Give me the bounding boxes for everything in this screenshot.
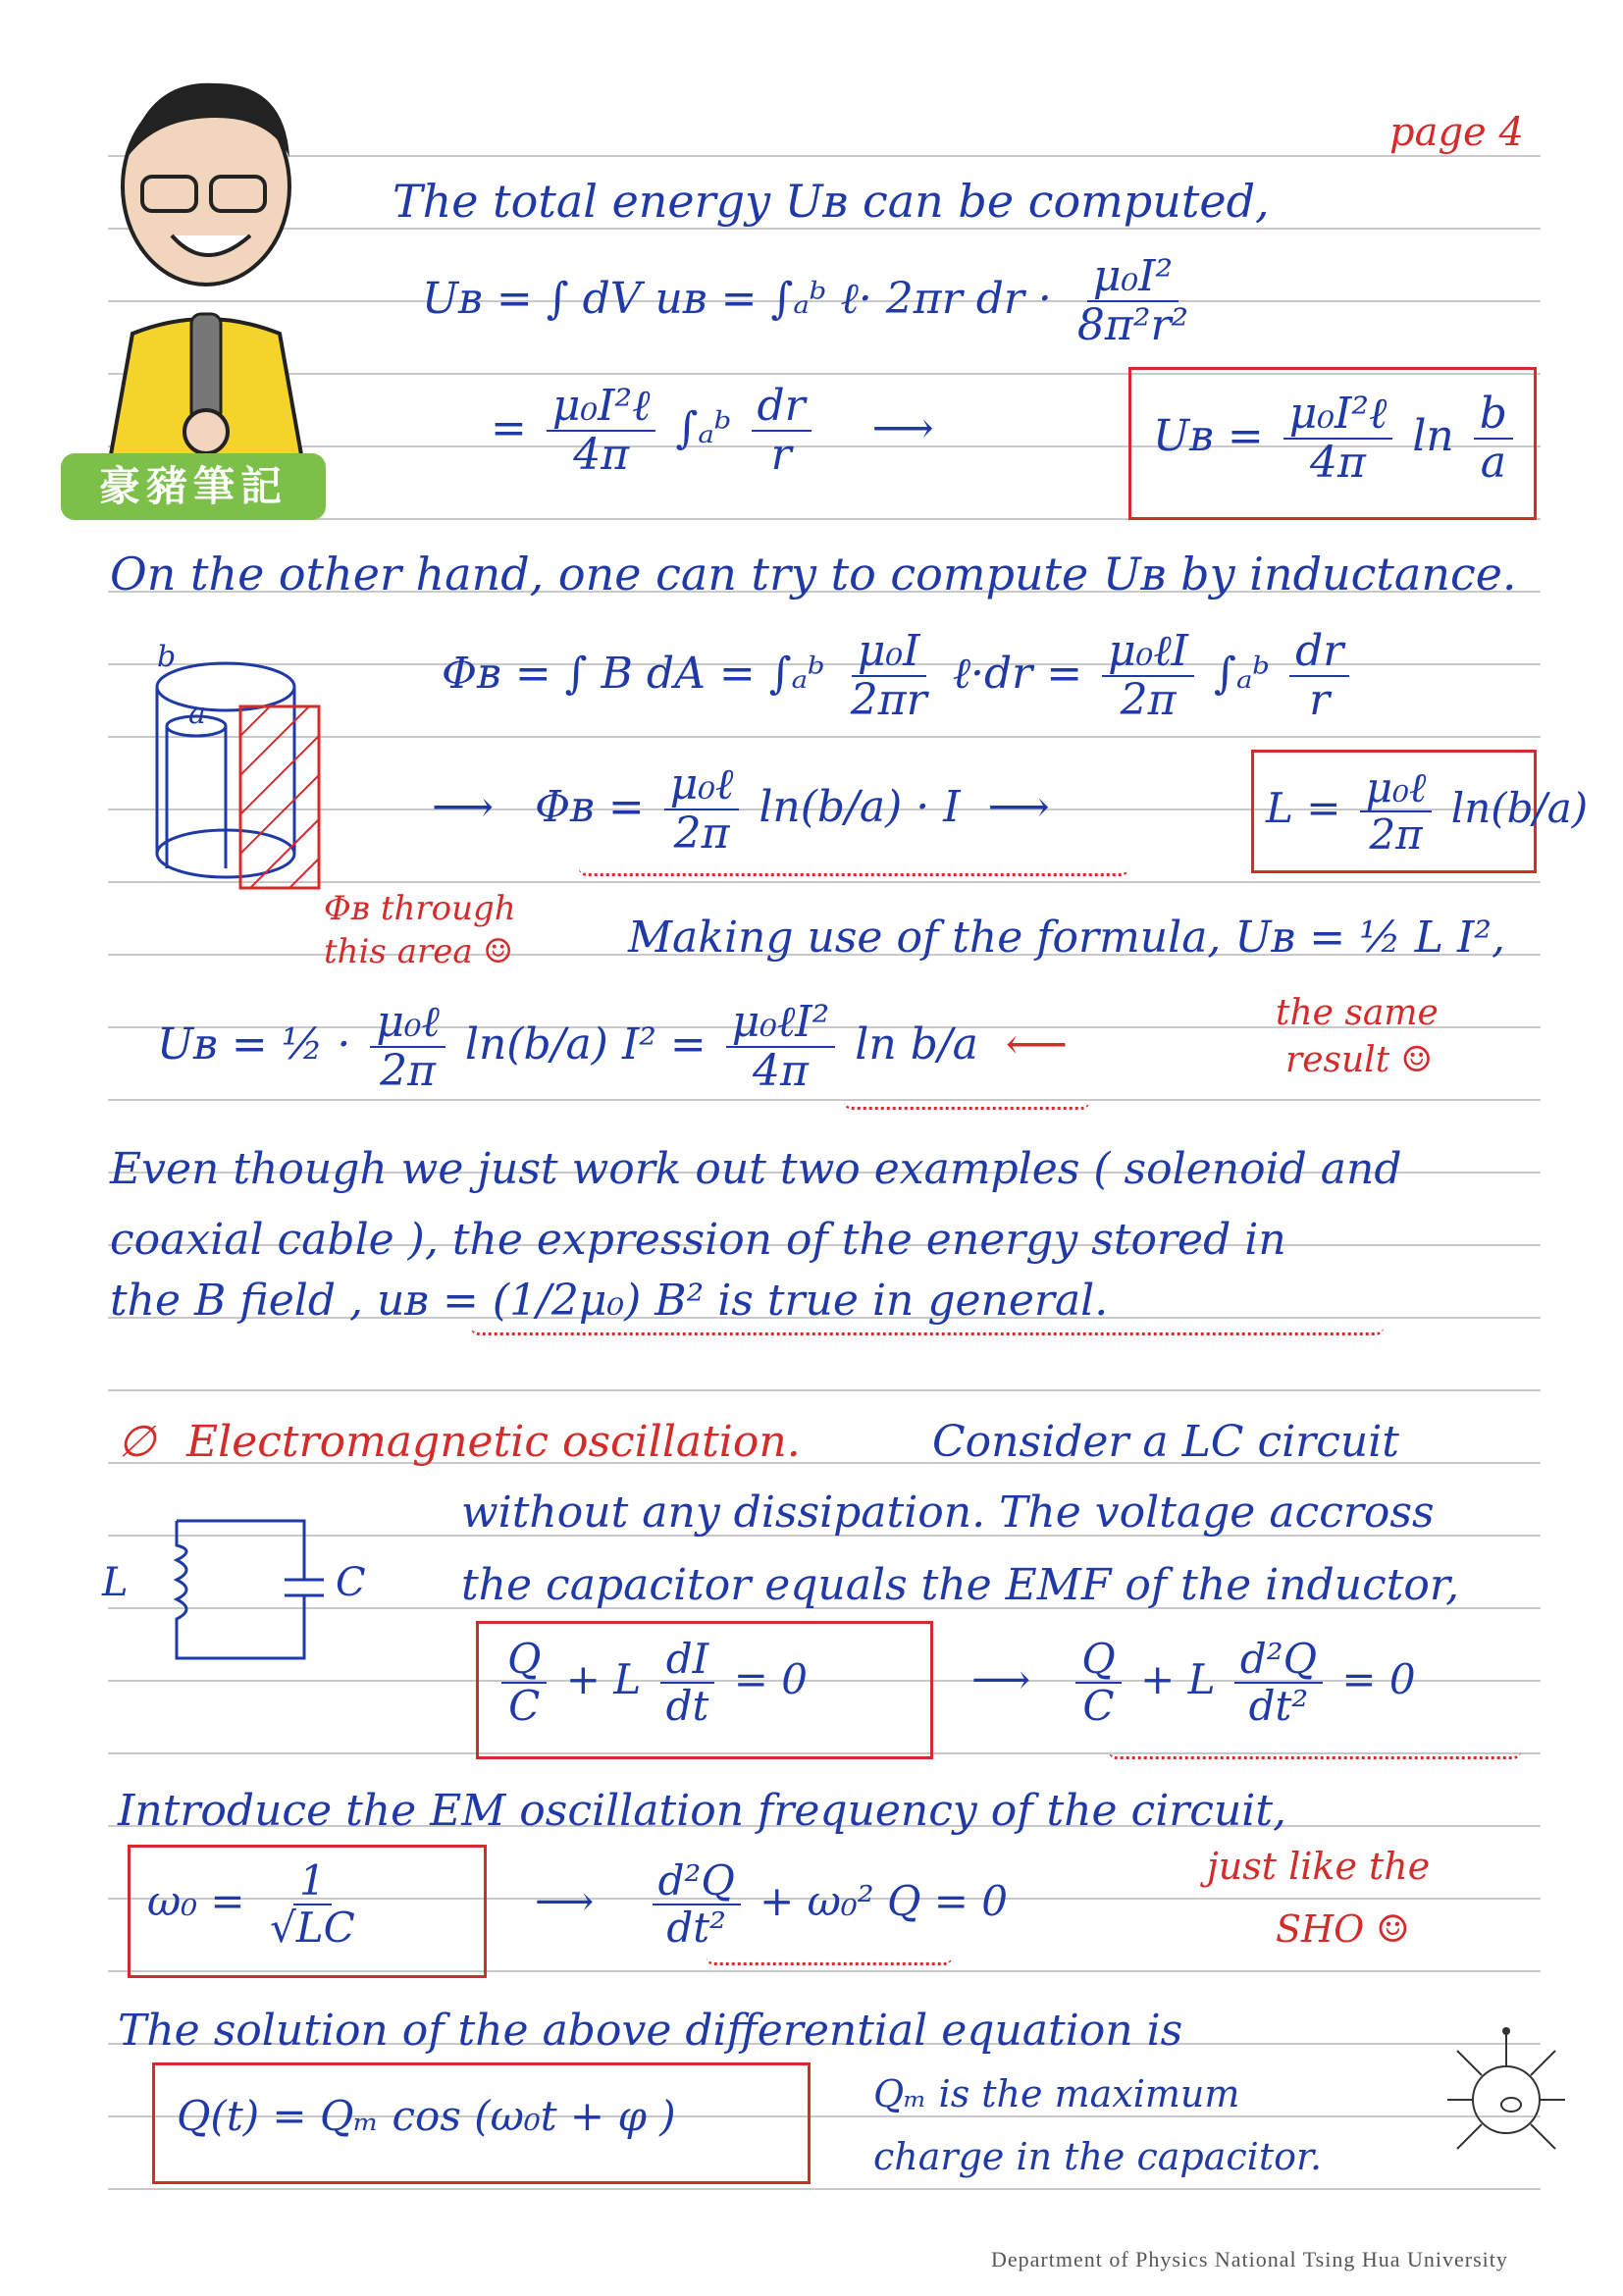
section-mark: ∅ [118,1417,156,1467]
phi-lhs: Φʙ = [535,781,645,832]
box1-numerator: μ₀I²ℓ [1283,391,1393,440]
underline-squiggle [844,1097,1089,1110]
box3-denominator: C [508,1682,541,1731]
box3-mid: + L [565,1655,642,1704]
box1-lhs: Uʙ = [1153,410,1264,461]
eq3-tail: ln b/a [855,1018,978,1070]
eq2-denominator: 4π [573,430,630,481]
circuit-label-L: L [102,1560,129,1605]
flux-numerator-2: μ₀ℓI [1102,628,1194,677]
eq1-numerator: μ₀I² [1087,253,1178,302]
arrow-icon: ⟶ [432,781,522,832]
text-line-4: Introduce the EM oscillation frequency of the circuit, [118,1786,1287,1836]
flux-result-equation [432,761,1050,859]
note-flux-area-2: this area ☺ [324,932,513,971]
note-max-charge-1: Qₘ is the maximum [873,2072,1240,2115]
logo-text: 豪豬筆記 [98,462,288,510]
box1-numerator-2: b [1474,391,1513,440]
underline-squiggle [471,1323,1384,1335]
eq3-denominator-2: 4π [753,1046,809,1097]
note-sho-1: just like the [1207,1845,1431,1888]
flux-denominator-3: r [1309,675,1331,726]
box3-tail: = 0 [733,1655,808,1704]
flux-lhs: Φʙ = ∫ B dA = ∫ₐᵇ [442,648,825,699]
underline-squiggle [1109,1747,1521,1759]
box3-numerator-2: dI [660,1637,714,1684]
circuit-label-C: C [336,1560,366,1605]
flux-mid: ℓ·dr = [952,648,1083,699]
energy-result-equation [491,383,934,480]
eq5-denominator: dt² [666,1904,726,1953]
note-flux-area-1: Φʙ through [324,889,516,928]
phi-tail: ln(b/a) · I [759,781,961,832]
eq5-tail: + ω₀² Q = 0 [759,1877,1009,1926]
box4-denominator: √LC [270,1904,355,1953]
eq4-tail: = 0 [1341,1655,1416,1704]
phi-numerator: μ₀ℓ [664,761,740,810]
oscillation-equation [535,1858,1008,1951]
box1-equation [1153,391,1519,488]
ruled-line [108,1389,1541,1391]
underline-squiggle [707,1953,952,1965]
eq2-numerator: μ₀I²ℓ [547,383,656,432]
eq4-denominator-2: dt² [1248,1682,1309,1731]
section-rest: Consider a LC circuit [932,1417,1399,1467]
energy-integral-equation [422,253,1200,350]
box1-denominator-2: a [1480,438,1506,489]
eq5-numerator: d²Q [653,1858,741,1905]
flux-denominator-2: 2π [1120,675,1177,726]
eq1-denominator: 8π²r² [1076,300,1189,351]
eq3-lhs: Uʙ = ½ · [157,1018,351,1070]
box3-denominator-2: dt [665,1682,709,1731]
eq2-equals: = [491,402,527,453]
eq2-denominator-2: r [770,430,792,481]
solution-equation: Q(t) = Qₘ cos (ω₀t + φ ) [177,2092,676,2140]
flux-denominator: 2πr [850,675,927,726]
box2-equation [1266,765,1588,858]
eq2-numerator-2: dr [752,383,812,432]
underline-squiggle [579,863,1128,876]
text-line-2: On the other hand, one can try to compute Uʙ by inductance. [110,548,1517,600]
eq2-integral: ∫ₐᵇ [675,402,732,453]
eq3-denominator: 2π [380,1046,437,1097]
box2-numerator: μ₀ℓ [1360,765,1433,812]
flux-equation [442,628,1355,725]
arrow-icon: ⟶ [830,402,934,453]
box2-tail: ln(b/a) [1450,784,1589,833]
eq4-denominator: C [1082,1682,1115,1731]
note-same-1: the same [1276,993,1439,1033]
arrow-left-icon: ⟵ [991,1018,1068,1070]
box4-lhs: ω₀ = [147,1877,245,1926]
eq4-numerator: Q [1075,1637,1121,1684]
lc-text-line-1: without any dissipation. The voltage accross [461,1487,1435,1538]
note-max-charge-2: charge in the capacitor. [873,2135,1323,2178]
ruled-line [108,1099,1541,1101]
box1-ln: ln [1412,410,1454,461]
note-sho-2: SHO ☺ [1276,1907,1410,1951]
box3-equation [496,1637,808,1729]
logo-badge [61,453,326,520]
section-title: Electromagnetic oscillation. [186,1417,801,1467]
text-line-3: Making use of the formula, Uʙ = ½ L I², [628,913,1505,963]
footer-affiliation: Department of Physics National Tsing Hua University [991,2247,1508,2271]
box4-numerator: 1 [293,1858,332,1905]
flux-numerator: μ₀I [852,628,926,677]
paragraph-line-1: Even though we just work out two examples ( solenoid and [110,1144,1402,1194]
eq3-numerator-2: μ₀ℓI² [726,999,836,1048]
eq1-lhs: Uʙ = ∫ dV uʙ = ∫ₐᵇ ℓ· 2πr dr · [422,273,1052,324]
ruled-line [108,2188,1541,2190]
box2-denominator: 2π [1369,810,1423,860]
porcupine-doodle [1442,2021,1570,2159]
arrow-icon: ⟶ [535,1877,634,1926]
lc-text-line-2: the capacitor equals the EMF of the inductor, [461,1560,1460,1610]
text-line-5: The solution of the above differential equation is [118,2006,1183,2056]
flux-integral-2: ∫ₐᵇ [1214,648,1271,699]
box1-denominator: 4π [1310,438,1366,489]
phi-denominator: 2π [673,809,730,860]
charge-equation [971,1637,1416,1729]
label-b: b [157,640,177,674]
paragraph-line-2: coaxial cable ), the expression of the energy stored in [110,1215,1286,1265]
flux-numerator-3: dr [1289,628,1349,677]
eq3-numerator: μ₀ℓ [370,999,445,1048]
paragraph-line-3: the B field , uʙ = (1/2μ₀) B² is true in general. [110,1276,1109,1326]
arrow-icon: ⟶ [971,1655,1057,1704]
eq4-mid: + L [1140,1655,1216,1704]
page-number: page 4 [1389,110,1524,155]
text-line-1: The total energy Uʙ can be computed, [393,175,1270,228]
eq4-numerator-2: d²Q [1234,1637,1323,1684]
box4-equation [147,1858,367,1951]
arrow-icon: ⟶ [973,781,1050,832]
note-same-2: result ☺ [1285,1040,1433,1080]
eq3-mid: ln(b/a) I² = [464,1018,707,1070]
box3-numerator: Q [501,1637,547,1684]
energy-from-inductance-equation [157,999,1068,1096]
box2-lhs: L = [1266,784,1341,833]
label-a: a [188,697,206,731]
